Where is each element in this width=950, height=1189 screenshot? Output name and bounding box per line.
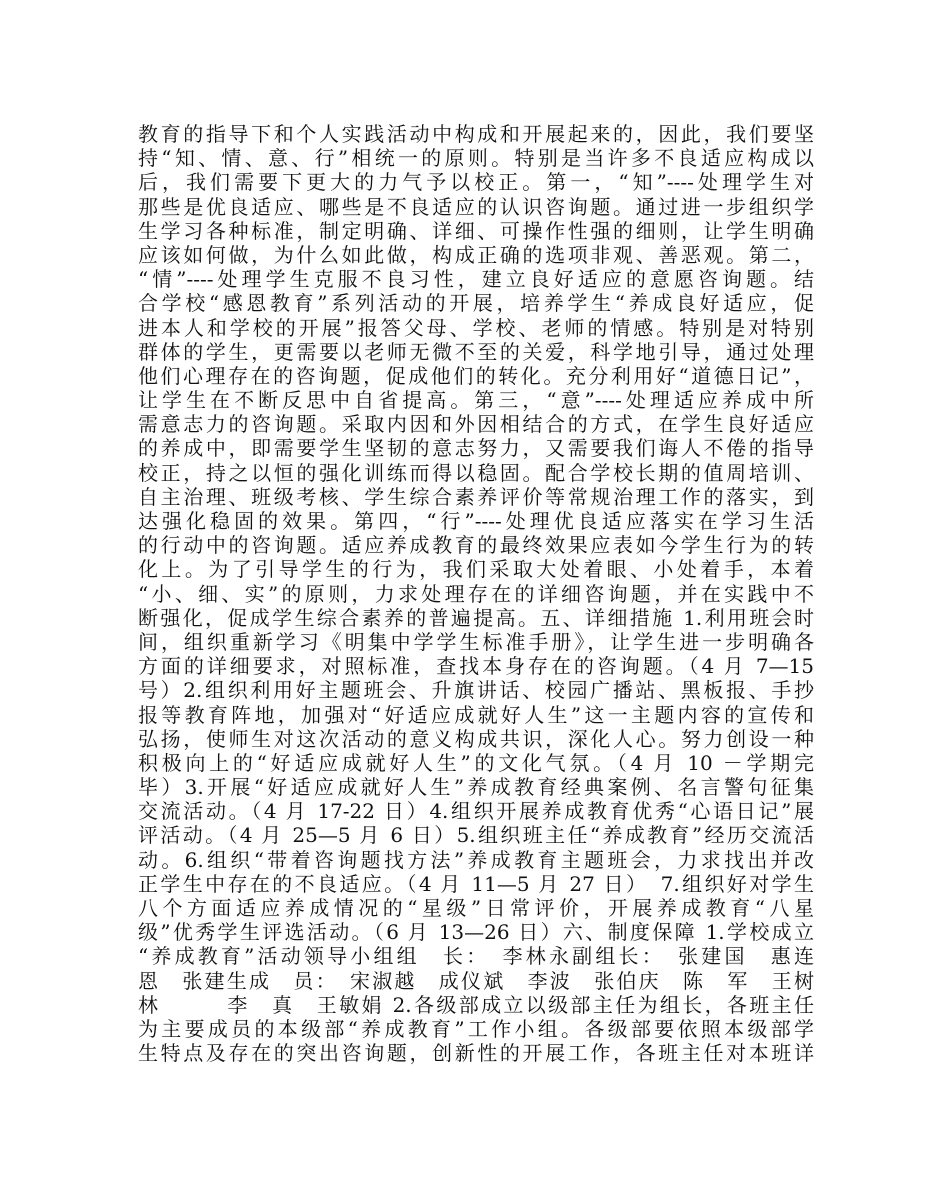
text-line: 交流活动。（4 月 17-22 日）4.组织开展养成教育优秀“心语日记”展 [138, 799, 814, 824]
text-line: 生学习各种标准，制定明确、详细、可操作性强的细则，让学生明确 [138, 218, 814, 243]
text-line: 号）2.组织利用好主题班会、升旗讲话、校园广播站、黑板报、手抄 [138, 678, 814, 703]
text-line: 群体的学生，更需要以老师无微不至的关爱，科学地引导，通过处理 [138, 339, 814, 364]
text-line: 进本人和学校的开展”报答父母、学校、老师的情感。特别是对特别 [138, 315, 814, 340]
text-line: 生特点及存在的突出咨询题，创新性的开展工作，各班主任对本班详 [138, 1041, 814, 1066]
text-line: 自主治理、班级考核、学生综合素养评价等常规治理工作的落实，到 [138, 484, 814, 509]
text-line: 他们心理存在的咨询题，促成他们的转化。充分利用好“道德日记”， [138, 363, 814, 388]
text-line: 的行动中的咨询题。适应养成教育的最终效果应表如今学生行为的转 [138, 533, 814, 558]
text-line: 林 李 真 王敏娟 2.各级部成立以级部主任为组长，各班主任 [138, 992, 814, 1017]
text-line: “情”----处理学生克服不良习性，建立良好适应的意愿咨询题。结 [138, 267, 814, 292]
text-line: 持“知、情、意、行”相统一的原则。特别是当许多不良适应构成以 [138, 146, 814, 171]
text-line: 达强化稳固的效果。第四，“行”----处理优良适应落实在学习生活 [138, 509, 814, 533]
text-line: 那些是优良适应、哪些是不良适应的认识咨询题。通过进一步组织学 [138, 194, 814, 219]
text-line: 应该如何做，为什么如此做，构成正确的选项非观、善恶观。第二， [138, 242, 814, 267]
text-line: 正学生中存在的不良适应。（4 月 11—5 月 27 日） 7.组织好对学生 [138, 871, 814, 896]
text-line: 积极向上的“好适应成就好人生”的文化气氛。（4 月 10 －学期完 [138, 750, 814, 775]
text-line: “养成教育”活动领导小组组 长： 李林永副组长： 张建国 惠连 [138, 944, 814, 969]
text-line: 评活动。（4 月 25—5 月 6 日）5.组织班主任“养成教育”经历交流活 [138, 823, 814, 848]
text-line: 恩 张建生成 员： 宋淑越 成仪斌 李波 张伯庆 陈 军 王树 [138, 968, 814, 993]
text-line: 报等教育阵地，加强对“好适应成就好人生”这一主题内容的宣传和 [138, 702, 814, 727]
text-line: 级”优秀学生评选活动。（6 月 13—26 日）六、制度保障 1.学校成立 [138, 920, 814, 945]
text-line: 八个方面适应养成情况的“星级”日常评价，开展养成教育“八星 [138, 896, 814, 920]
text-line: 方面的详细要求，对照标准，查找本身存在的咨询题。（4 月 7—15 [138, 654, 814, 679]
text-line: 间，组织重新学习《明集中学学生标准手册》，让学生进一步明确各 [138, 629, 814, 654]
text-line: 弘扬，使师生对这次活动的意义构成共识，深化人心。努力创设一种 [138, 726, 814, 751]
text-line: 合学校“感恩教育”系列活动的开展，培养学生“养成良好适应，促 [138, 291, 814, 316]
text-line: 需意志力的咨询题。采取内因和外因相结合的方式，在学生良好适应 [138, 412, 814, 437]
text-line: 毕）3.开展“好适应成就好人生”养成教育经典案例、名言警句征集 [138, 775, 814, 800]
text-line: “小、细、实”的原则，力求处理存在的详细咨询题，并在实践中不 [138, 581, 814, 606]
text-line: 教育的指导下和个人实践活动中构成和开展起来的，因此，我们要坚 [138, 122, 814, 146]
text-line: 后，我们需要下更大的力气予以校正。第一，“知”----处理学生对 [138, 170, 814, 195]
text-line: 的养成中，即需要学生坚韧的意志努力，又需要我们诲人不倦的指导 [138, 436, 814, 461]
text-line: 化上。为了引导学生的行为，我们采取大处着眼、小处着手，本着 [138, 557, 814, 582]
text-line: 动。6.组织“带着咨询题找方法”养成教育主题班会，力求找出并改 [138, 847, 814, 872]
text-line: 让学生在不断反思中自省提高。第三，“意”----处理适应养成中所 [138, 388, 814, 413]
text-line: 为主要成员的本级部“养成教育”工作小组。各级部要依照本级部学 [138, 1016, 814, 1041]
text-line: 校正，持之以恒的强化训练而得以稳固。配合学校长期的值周培训、 [138, 460, 814, 485]
body-text [138, 122, 814, 1065]
text-line: 断强化，促成学生综合素养的普遍提高。五、详细措施 1.利用班会时 [138, 605, 814, 630]
